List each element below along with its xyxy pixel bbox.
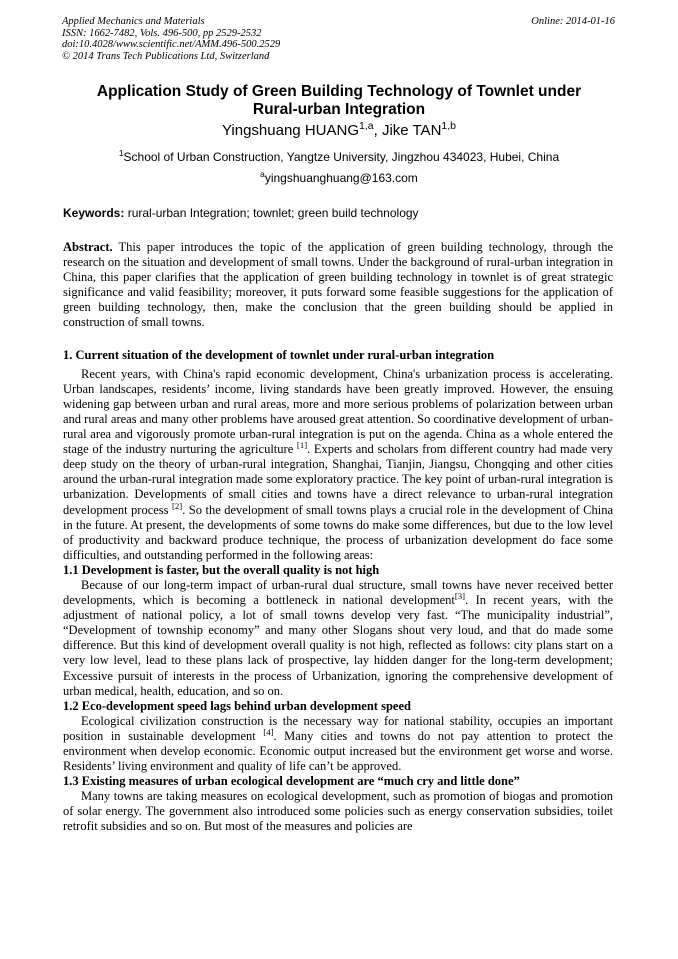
author-separator: , [373, 122, 382, 139]
affiliation-mark: 1 [118, 148, 124, 158]
author-list [40, 122, 638, 140]
subsection-1-3-heading: 1.3 Existing measures of urban ecological development are “much cry and little done” [63, 774, 520, 789]
keywords-label: Keywords: [63, 206, 125, 220]
section-1-text-a: Recent years, with China's rapid economic development, China's urbanization process is accelerating. Urban landscapes, residents’ income, living standards have been greatly improved. However, the ensuing widening gap between urban and rural areas, more and more serious problems of polarization between urban and rural areas and many other problems have aroused great attention. So coordinative development of urban-rural area and vigorously promote urban-rural integration is put on the agenda. China as a whole entered the stage of the industry nurturing the agriculture [63, 366, 613, 457]
subsection-1-1-paragraph [63, 578, 613, 699]
abstract-text: This paper introduces the topic of the application of green building technology, through the research on the situation and development of small towns. Under the background of rural-urban integration in China, this paper clarifies that the application of green building technology in townlet is of great strategic significance and valid feasibility; moreover, it puts forward some feasible suggestions for the application of green building technology, then, make the conclusion that the green building should be applied in construction of small towns. [63, 240, 613, 330]
journal-name: Applied Mechanics and Materials [62, 16, 205, 27]
author-1-affil: 1,a [358, 120, 374, 132]
email-link[interactable]: yingshuanghuang@163.com [264, 171, 418, 185]
title-line-1: Application Study of Green Building Technology of Townlet under [96, 83, 582, 100]
author-1: Yingshuang HUANG [221, 122, 359, 139]
author-2: Jike TAN [381, 122, 442, 139]
copyright-line: © 2014 Trans Tech Publications Ltd, Switzerland [62, 50, 270, 62]
subsection-1-1-heading: 1.1 Development is faster, but the overall quality is not high [63, 562, 380, 577]
affiliation-text: School of Urban Construction, Yangtze University, Jingzhou 434023, Hubei, China [123, 150, 560, 164]
paper-title [40, 83, 638, 119]
section-1-paragraph [63, 367, 613, 563]
author-email [40, 171, 638, 185]
citation-2[interactable]: [2] [172, 500, 183, 511]
subsection-1-1-text-b: . In recent years, with the adjustment of national policy, a lot of small towns develop very fast. “The municipality industrial”, “Development of township economy” and many other Slogans shout very loud, and that do made some difference. But this kind of development overall quality is not high, reflected as follows: city plans start on a very low level, lead to these plans lack of prospective, lay hidden danger for the long-term development; Excessive pursuit of interests in the process of Urbanization, ignoring the comprehensive development of urban medical, health, education, and so on. [63, 593, 613, 698]
subsection-1-2-heading: 1.2 Eco-development speed lags behind urban development speed [63, 698, 411, 713]
keywords-text: rural-urban Integration; townlet; green build technology [124, 206, 419, 220]
doi-line: doi:10.4028/www.scientific.net/AMM.496-500.2529 [62, 39, 281, 50]
subsection-1-2-text-b: . Many cities and towns do not pay attention to protect the environment when develop economic. Economic output increased but the environment get worse and worse. Residents’ living environment and quality of life can’t be approved. [63, 728, 613, 774]
paper-body [63, 240, 613, 835]
subsection-1-1-text-a: Because of our long-term impact of urban-rural dual structure, small towns have never received better developments, which is becoming a bottleneck in national development [63, 577, 613, 608]
keywords [63, 206, 419, 220]
author-2-affil: 1,b [441, 120, 457, 132]
section-1-text-b: . Experts and scholars from different country had made very deep study on the theory of urban-rural integration, Shanghai, Tianjin, Jiangsu, Chongqing and other cities around the urban-rural integration made some exploratory practice. The key point of urban-rural integration is urbanization. Developments of small cities and towns have a direct relevance to urban-rural integration development process [63, 442, 613, 517]
citation-1[interactable]: [1] [296, 439, 308, 450]
subsection-1-2-text-a: Ecological civilization construction is the necessary way for national stability, occupies an important position in sustainable development [63, 713, 613, 743]
affiliation [40, 150, 638, 164]
abstract [63, 240, 613, 331]
title-line-2: Rural-urban Integration [252, 101, 426, 118]
subsection-1-2-paragraph [63, 714, 613, 774]
section-1-heading: 1. Current situation of the development of townlet under rural-urban integration [63, 347, 495, 362]
journal-header [62, 16, 280, 62]
section-1-text-c: . So the development of small towns plays a crucial role in the development of China in the future. At present, the developments of some towns do make some differences, but due to the low level of productivity and backward produce technique, the process of urbanization development do face some difficulties, and outstanding performed in the following areas: [63, 502, 613, 562]
subsection-1-3-paragraph: Many towns are taking measures on ecological development, such as promotion of biogas and promotion of solar energy. The government also introduced some policies such as energy conservation subsidies, toilet retrofit subsidies and so on. But most of the measures and policies are [63, 789, 613, 834]
issn-line: ISSN: 1662-7482, Vols. 496-500, pp 2529-2532 [62, 27, 262, 39]
citation-4[interactable]: [4] [263, 726, 274, 737]
abstract-label: Abstract. [63, 240, 113, 254]
citation-3[interactable]: [3] [454, 590, 466, 601]
online-date: Online: 2014-01-16 [531, 16, 615, 27]
email-mark: a [260, 169, 265, 179]
